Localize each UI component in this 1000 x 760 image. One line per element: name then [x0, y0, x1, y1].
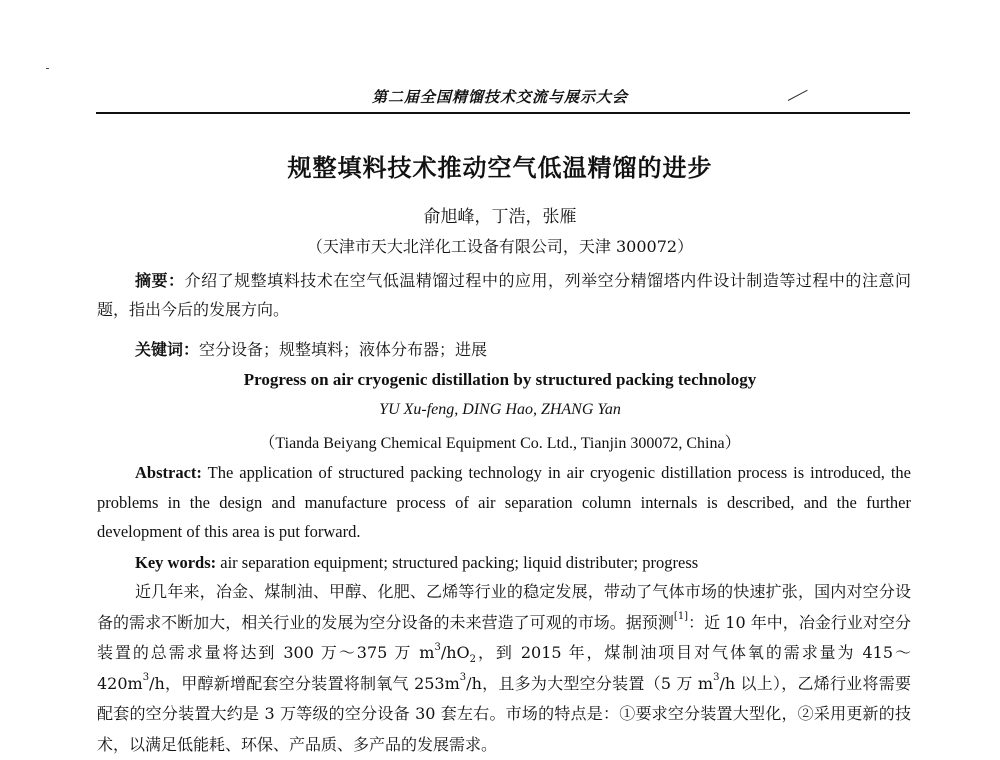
- english-keywords: [97, 548, 911, 577]
- body-text-3: /hO: [440, 643, 470, 662]
- english-abstract: [97, 458, 911, 547]
- unit-superscript: 3: [142, 672, 150, 684]
- chinese-keywords-label: 关键词：: [135, 340, 200, 359]
- english-keywords-text: air separation equipment; structured packing; liquid distributer; progress: [220, 553, 699, 572]
- body-text-4: ，到 2015 年，煤制油项目对气体氧的需求量为 415～420m: [97, 643, 911, 693]
- body-text-2: ：近 10 年中，冶金行业对空分装置的总需求量将达到 300 万～375 万 m: [97, 612, 911, 662]
- english-abstract-text: The application of structured packing technology in air cryogenic distillation process is introduced, the problems in the design and manufacture process of air separation column internals is described, and the further development of this area is put forward.: [97, 463, 911, 541]
- body-paragraph: [97, 577, 911, 760]
- english-keywords-label: Key words:: [135, 553, 217, 572]
- unit-superscript: 3: [459, 672, 467, 684]
- header-rule: [96, 112, 910, 114]
- body-text-6: /h，且多为大型空分装置（5 万 m: [466, 673, 714, 693]
- english-authors: YU Xu-feng, DING Hao, ZHANG Yan: [379, 401, 621, 418]
- chinese-abstract: [97, 266, 911, 324]
- chinese-abstract-text: 介绍了规整填料技术在空气低温精馏过程中的应用，列举空分精馏塔内件设计制造等过程中的注意问题，指出今后的发展方向。: [97, 271, 911, 319]
- body-text-7: /h 以上），乙烯行业将需要配套的空分装置大约是 3 万等级的空分设备 30 套左右。市场的特点是：①要求空分装置大型化，②采用更新的技术，以满足低能耗、环保、产品质、多产品的发展需求。: [97, 673, 911, 754]
- english-title: Progress on air cryogenic distillation by structured packing technology: [243, 370, 757, 389]
- chinese-abstract-label: 摘要：: [135, 271, 185, 290]
- conference-header: 第二届全国精馏技术交流与展示大会: [371, 88, 628, 106]
- chinese-affiliation: （天津市天大北洋化工设备有限公司，天津 300072）: [306, 237, 694, 256]
- body-text-5: /h，甲醇新增配套空分装置将制氧气 253m: [149, 673, 460, 693]
- unit-superscript: 3: [434, 641, 441, 653]
- citation-ref: [1]: [673, 611, 689, 623]
- unit-superscript: 3: [713, 672, 720, 684]
- english-affiliation: （Tianda Beiyang Chemical Equipment Co. Ltd., Tianjin 300072, China）: [259, 435, 741, 452]
- chinese-keywords-text: 空分设备；规整填料；液体分布器；进展: [199, 340, 488, 359]
- chinese-keywords: [97, 335, 911, 364]
- scan-speck: [46, 68, 49, 69]
- chinese-title: 规整填料技术推动空气低温精馏的进步: [287, 153, 713, 182]
- english-abstract-label: Abstract:: [135, 463, 202, 482]
- chinese-authors: 俞旭峰，丁浩，张雁: [423, 207, 577, 227]
- unit-subscript: 2: [469, 654, 477, 666]
- body-text-1: 近几年来，冶金、煤制油、甲醇、化肥、乙烯等行业的稳定发展，带动了气体市场的快速扩张，国内对空分设备的需求不断加大，相关行业的发展为空分设备的未来营造了可观的市场。据预测: [97, 582, 911, 632]
